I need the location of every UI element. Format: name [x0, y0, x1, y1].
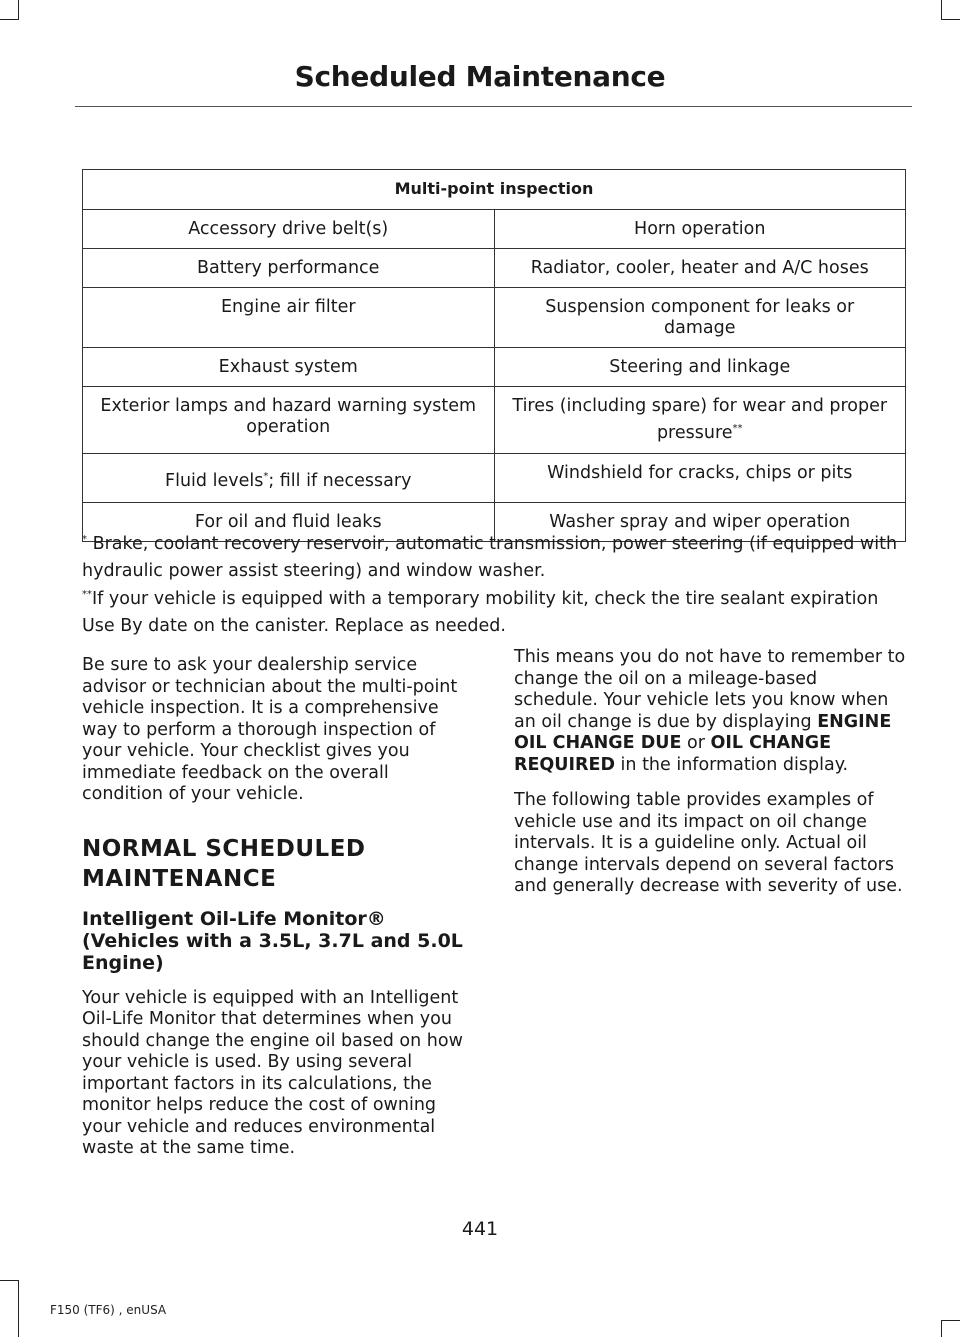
cell-text: Tires (including spare) for wear and proper pressure	[512, 396, 888, 443]
page-title: Scheduled Maintenance	[294, 60, 666, 93]
table-cell: Suspension component for leaks or damage	[494, 288, 906, 348]
footnote-two	[82, 581, 908, 640]
footnote-marker: *	[263, 470, 269, 482]
table-row	[83, 348, 906, 387]
table-cell: Washer spray and wiper operation	[494, 503, 906, 542]
footnote-marker: **	[732, 423, 743, 435]
table-cell	[83, 454, 495, 503]
section-heading-line: NORMAL SCHEDULED	[82, 835, 366, 862]
display-message: OIL CHANGE REQUIRED	[514, 733, 832, 775]
body-paragraph: The following table provides examples of vehicle use and its impact on oil change intervals. It is a guideline only. Actual oil change intervals depend on several factors and generally decrease with severity of use.	[514, 790, 903, 896]
crop-mark	[941, 0, 942, 20]
footer-text: F150 (TF6) , enUSA	[50, 1303, 167, 1317]
subsection-heading: Intelligent Oil-Life Monitor® (Vehicles with a 3.5L, 3.7L and 5.0L Engine)	[82, 907, 463, 974]
table-title: Multi-point inspection	[83, 170, 906, 210]
section-heading	[82, 834, 474, 894]
section-heading-line: MAINTENANCE	[82, 865, 277, 892]
left-column	[82, 655, 474, 1174]
table-cell: Exhaust system	[83, 348, 495, 387]
footnote-text: If your vehicle is equipped with a temporary mobility kit, check the tire sealant expiration Use By date on the canister. Replace as needed.	[82, 588, 879, 636]
table-cell: For oil and fluid leaks	[83, 503, 495, 542]
footnote-one	[82, 526, 908, 585]
table-cell: Engine air filter	[83, 288, 495, 348]
crop-mark	[0, 19, 19, 20]
page-number: 441	[461, 1218, 499, 1240]
table-cell: Battery performance	[83, 249, 495, 288]
header-divider	[75, 106, 912, 107]
footnote-text: Brake, coolant recovery reservoir, automatic transmission, power steering (if equipped with hydraulic power assist steering) and window washer.	[82, 533, 898, 581]
table-cell: Windshield for cracks, chips or pits	[494, 454, 906, 503]
paragraph-text: in the information display.	[614, 754, 849, 775]
table-row	[83, 210, 906, 249]
right-column	[514, 647, 906, 912]
crop-mark	[941, 19, 960, 20]
footnote-marker: *	[82, 534, 87, 545]
table-cell: Horn operation	[494, 210, 906, 249]
table-cell: Radiator, cooler, heater and A/C hoses	[494, 249, 906, 288]
table-row	[83, 454, 906, 503]
table-row	[83, 387, 906, 454]
crop-mark	[18, 1280, 19, 1337]
multi-point-inspection-table	[82, 169, 906, 542]
table-header-row	[83, 170, 906, 210]
crop-mark	[0, 1280, 19, 1281]
crop-mark	[941, 1320, 960, 1321]
body-paragraph: Your vehicle is equipped with an Intelligent Oil-Life Monitor that determines when you should change the engine oil based on how your vehicle is used. By using several important factors in its calculations, the monitor helps reduce the cost of owning your vehicle and reduces environmental waste at the same time.	[82, 987, 463, 1158]
body-paragraph	[514, 647, 906, 776]
table-cell	[494, 387, 906, 454]
display-message: ENGINE OIL CHANGE DUE	[514, 711, 892, 753]
table-cell: Accessory drive belt(s)	[83, 210, 495, 249]
table-cell: Exterior lamps and hazard warning system operation	[83, 387, 495, 454]
paragraph-text: or	[681, 733, 711, 753]
intro-paragraph: Be sure to ask your dealership service advisor or technician about the multi-point vehicle inspection. It is a comprehensive way to perform a thorough inspection of your vehicle. Your checklist gives you immediate feedback on the overall condition of your vehicle.	[82, 655, 458, 804]
table-row	[83, 288, 906, 348]
cell-text: Fluid levels	[165, 470, 264, 491]
footnote-marker: **	[82, 589, 92, 600]
paragraph-text: This means you do not have to remember to change the oil on a mileage-based schedule. Your vehicle lets you know when an oil change is due by displaying	[514, 647, 906, 732]
crop-mark	[18, 0, 19, 20]
table-row	[83, 249, 906, 288]
crop-mark	[941, 1320, 942, 1337]
cell-text: ; fill if necessary	[268, 470, 412, 491]
table-cell: Steering and linkage	[494, 348, 906, 387]
